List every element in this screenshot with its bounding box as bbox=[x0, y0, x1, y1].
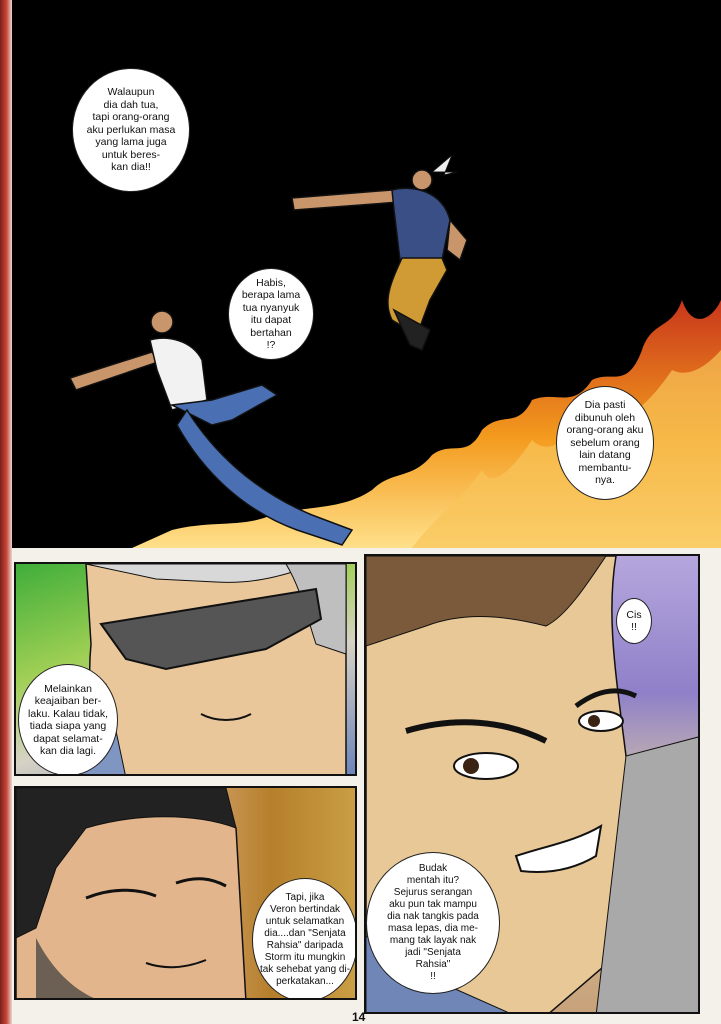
speech-bubble-habis: Habis, berapa lama tua nyanyuk itu dapat bertahan !? bbox=[228, 268, 314, 360]
panel-sunglasses-man bbox=[14, 562, 357, 776]
panel-young-man-closeup bbox=[364, 554, 700, 1014]
book-spine-edge bbox=[0, 0, 12, 1024]
speech-bubble-cis: Cis !! bbox=[616, 598, 652, 644]
speech-bubble-melainkan: Melainkan keajaiban ber- laku. Kalau tidak, tiada siapa yang dapat selamat- kan dia lagi. bbox=[18, 664, 118, 776]
leaping-fighter bbox=[292, 155, 467, 350]
speech-bubble-tapi-jika: Tapi, jika Veron bertindak untuk selamatkan dia....dan "Senjata Rahsia" daripada Storm itu mungkin tak sehebat yang di- perkatakan... bbox=[252, 878, 357, 1000]
speech-bubble-dia-pasti: Dia pasti dibunuh oleh orang-orang aku sebelum orang lain datang membantu- nya. bbox=[556, 386, 654, 500]
page-number: 14 bbox=[352, 1010, 366, 1024]
panel-top-night-battle bbox=[12, 0, 721, 548]
panel-dark-haired-man bbox=[14, 786, 357, 1000]
speech-bubble-budak-mentah: Budak mentah itu? Sejurus serangan aku pun tak mampu dia nak tangkis pada masa lepas, dia me- mang tak layak nak jadi "Senjata Rahsia" !! bbox=[366, 852, 500, 994]
speech-bubble-walaupun: Walaupun dia dah tua, tapi orang-orang aku perlukan masa yang lama juga untuk beres- kan dia!! bbox=[72, 68, 190, 192]
